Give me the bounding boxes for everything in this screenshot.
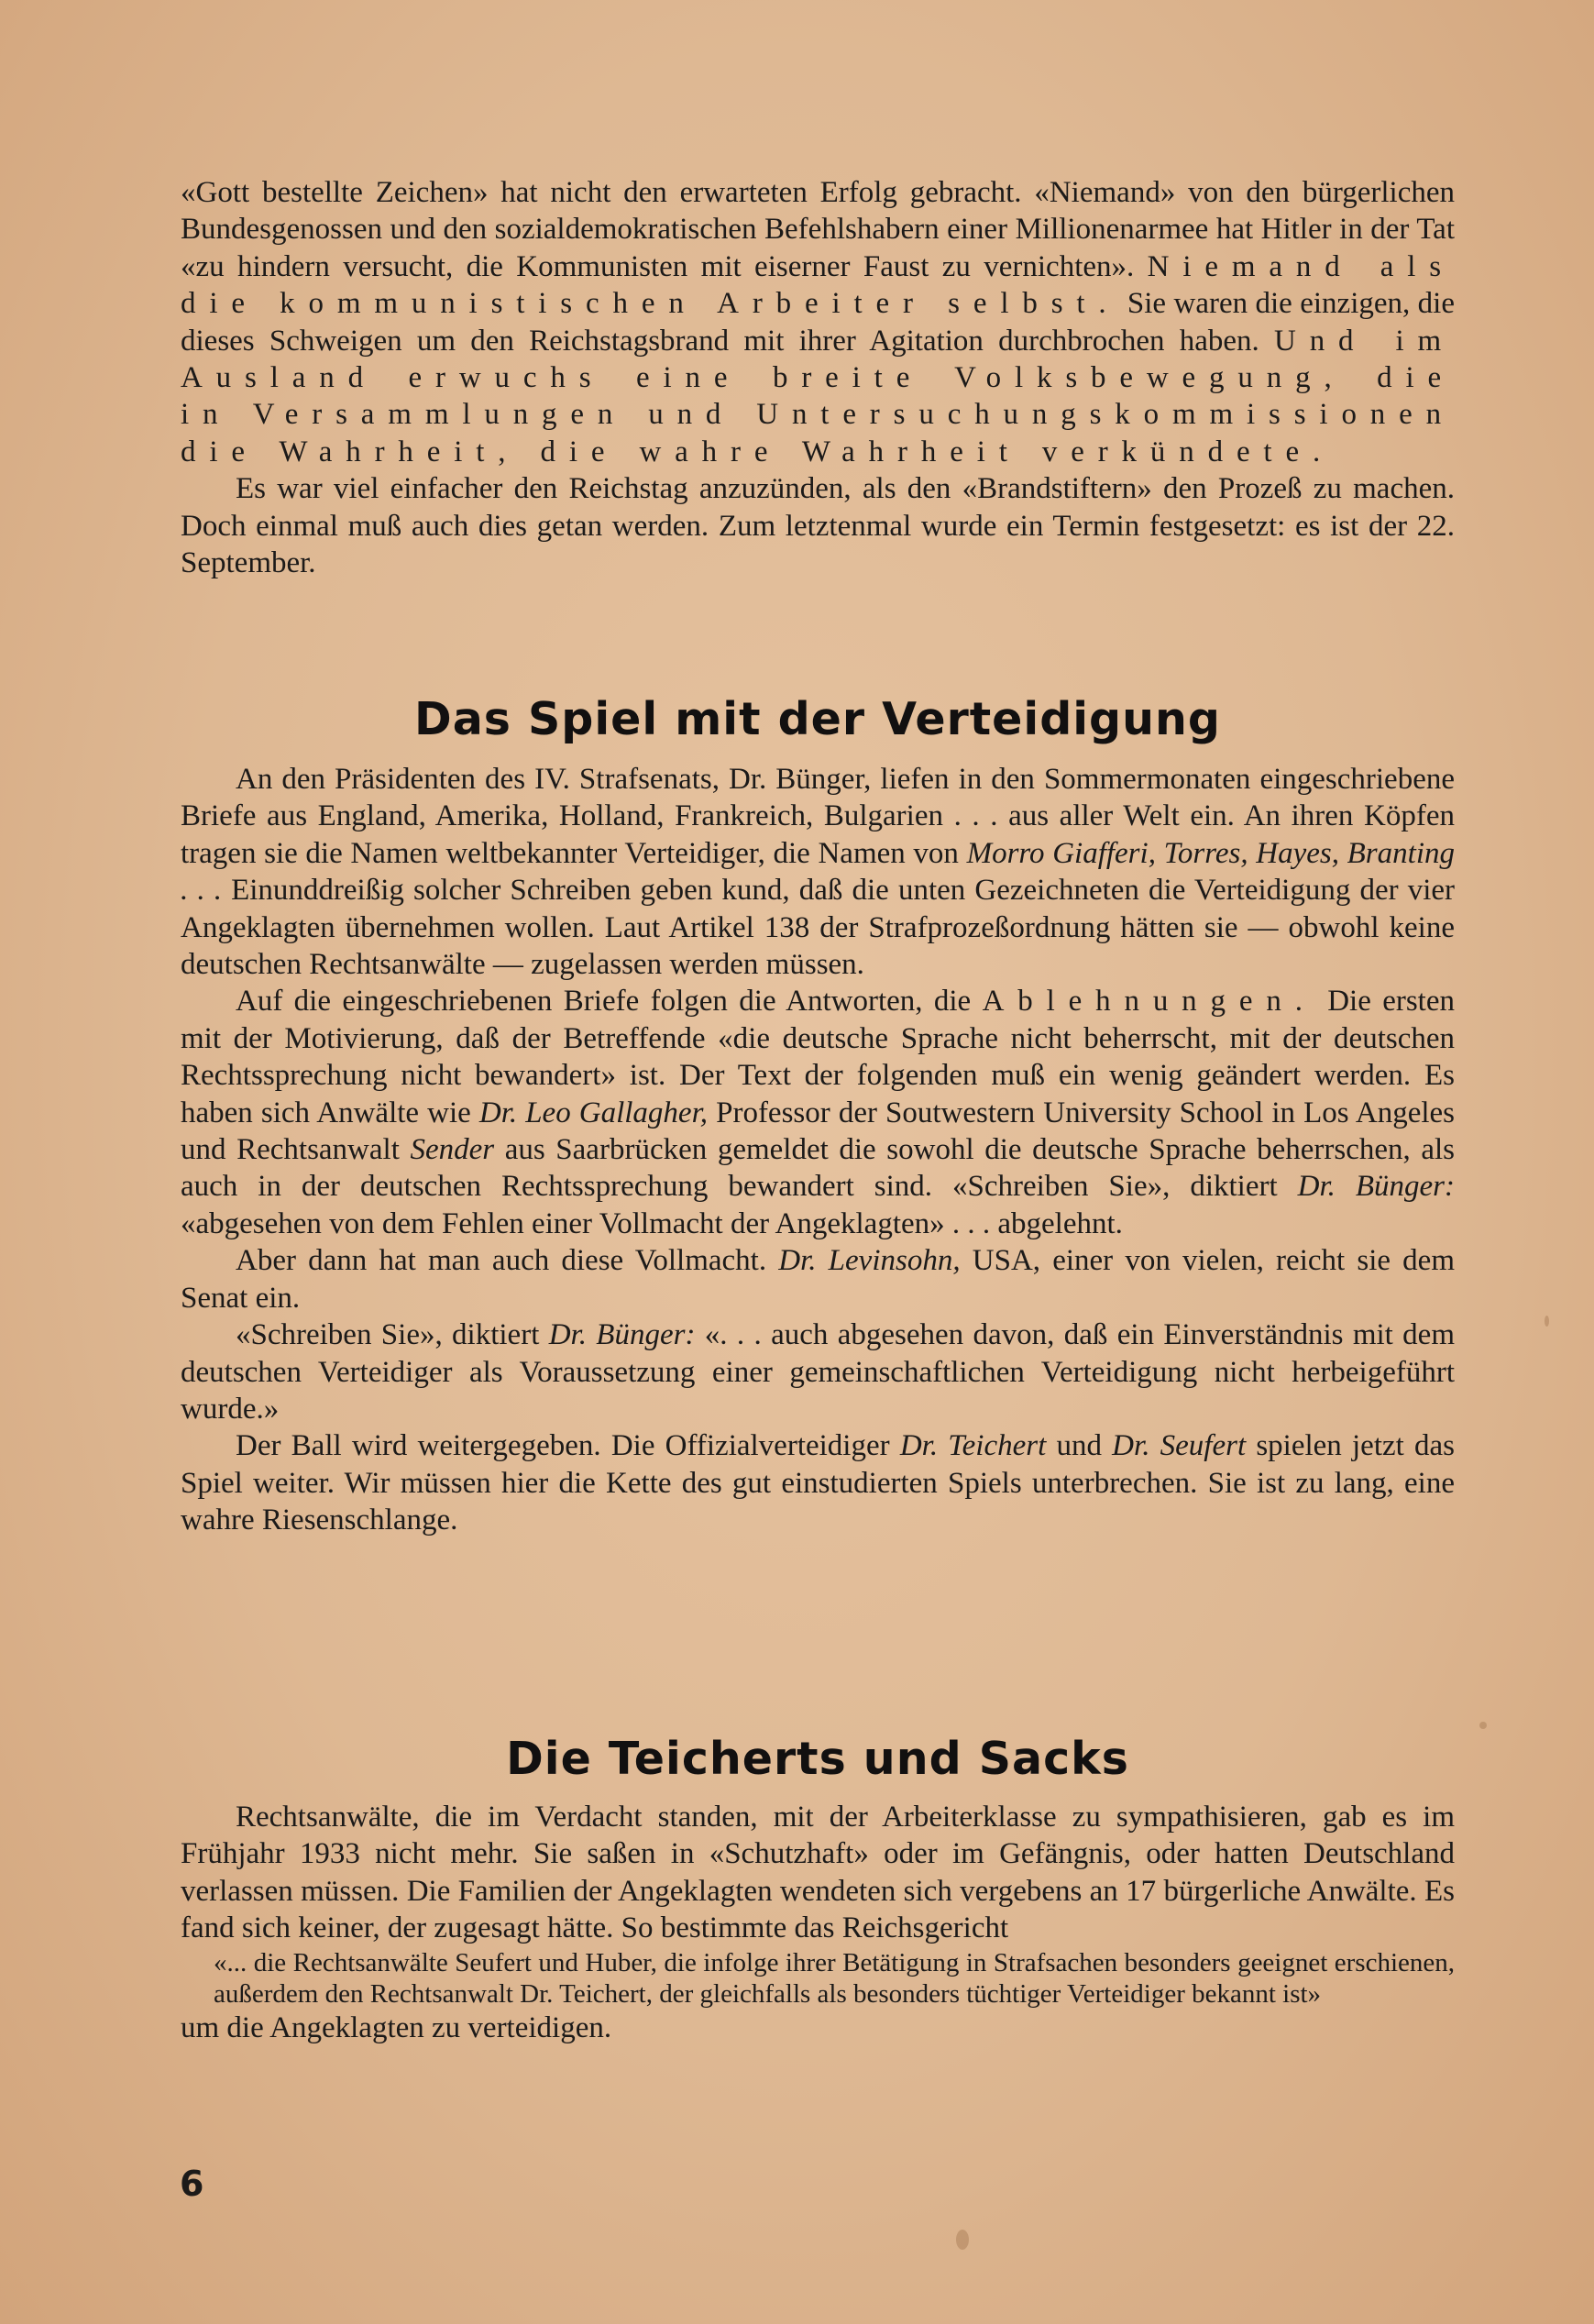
defense-section <box>181 761 1455 1539</box>
italic-name: Dr. Bünger: <box>548 1318 696 1352</box>
section-heading: Die Teicherts und Sacks <box>506 1733 1129 1785</box>
paragraph <box>181 1242 1455 1316</box>
paragraph: Es war viel einfacher den Reichstag anzuzünden, als den «Brandstiftern» den Prozeß zu machen. Doch einmal muß auch dies getan werden. Zum letztenmal wurde ein Termin festgesetzt: es ist der 22. September. <box>181 472 1455 580</box>
paragraph <box>181 1316 1455 1427</box>
page-number: 6 <box>180 2164 204 2204</box>
text-run: und <box>1046 1429 1113 1463</box>
italic-name: Sender <box>410 1133 495 1167</box>
lawyers-section <box>181 1799 1455 2046</box>
text-run: «. . . auch abgesehen davon, daß ein Einverständnis mit dem deutschen Verteidiger als Voraussetzung einer gemeinschaftlichen Verteidigung nicht herbeigeführt wurde.» <box>181 1318 1455 1426</box>
text-run: aus Saarbrücken gemeldet die sowohl die deutsche Sprache beherrschen, als auch in der deutschen Rechtssprechung bewandert sind. «Schreiben Sie», diktiert <box>181 1133 1455 1204</box>
text-run: Der Ball wird weitergegeben. Die Offizialverteidiger <box>236 1429 900 1463</box>
text-run: Professor der Soutwestern University School in Los Angeles und Rechtsanwalt <box>181 1096 1455 1167</box>
text-run: «Gott bestellte Zeichen» hat nicht den erwarteten Erfolg gebracht. «Niemand» von den bürgerlichen Bundesgenossen und den sozialdemokratischen Befehlshabern einer Millionenarmee hat Hitler in der Tat «zu hindern versucht, die Kommunisten mit eiserner Faust zu vernichten». <box>181 176 1455 283</box>
text-run: Einunddreißig solcher Schreiben geben kund, daß die unten Gezeichneten die Verteidigung der vier Angeklagten übernehmen wollen. Laut Artikel 138 der Strafprozeßordnung hätten sie — obwohl keine deutschen Rechtsanwälte — zugelassen werden müssen. <box>181 874 1455 982</box>
paragraph <box>181 174 1455 470</box>
intro-section <box>181 174 1455 581</box>
italic-name: Dr. Teichert <box>899 1429 1047 1463</box>
italic-name: Dr. Seufert <box>1112 1429 1247 1463</box>
paragraph: um die Angeklagten zu verteidigen. <box>181 2010 612 2044</box>
text-run: «abgesehen von dem Fehlen einer Vollmacht der Angeklagten» . . . abgelehnt. <box>181 1206 1123 1240</box>
stain <box>1479 1722 1487 1729</box>
text-run: Sie waren die einzigen, die dieses Schweigen um den Reichstagsbrand mit ihrer Agitation durchbrochen haben. <box>181 287 1455 358</box>
stain <box>1545 1316 1549 1327</box>
text-run: Aber dann hat man auch diese Vollmacht. <box>236 1244 779 1278</box>
text-run: Die ersten mit der Motivierung, daß der Betreffende «die deutsche Sprache nicht beherrscht, mit der deutschen Rechtssprechung nicht bewandert» ist. Der Text der folgenden muß ein wenig geändert werden. Es haben sich Anwälte wie <box>181 985 1456 1129</box>
spaced-emphasis: Ablehnungen. <box>982 985 1316 1019</box>
italic-names: Morro Giafferi, Torres, Hayes, Branting . . . <box>181 836 1455 908</box>
text-run: «Schreiben Sie», diktiert <box>236 1318 549 1352</box>
stain <box>956 2230 969 2250</box>
text-run: USA, einer von vielen, reicht sie dem Senat ein. <box>181 1244 1455 1315</box>
spaced-emphasis: Und im Ausland erwuchs eine breite Volksbewegung, die in Versammlungen und Untersuchungskommissionen die Wahrheit, die wahre Wahrheit verkündete. <box>181 324 1455 468</box>
text-run: An den Präsidenten des IV. Strafsenats, Dr. Bünger, liefen in den Sommermonaten eingeschriebene Briefe aus England, Amerika, Holland, Frankreich, Bulgarien . . . aus aller Welt ein. An ihren Köpfen tragen sie die Namen weltbekannter Verteidiger, die Namen von <box>181 763 1455 870</box>
italic-name: Dr. Levinsohn, <box>778 1244 961 1278</box>
section-heading: Das Spiel mit der Verteidigung <box>414 693 1221 745</box>
paragraph: Rechtsanwälte, die im Verdacht standen, mit der Arbeiterklasse zu sympathisieren, gab es im Frühjahr 1933 nicht mehr. Sie saßen in «Schutzhaft» oder im Gefängnis, oder hatten Deutschland verlassen müssen. Die Familien der Angeklagten wendeten sich vergebens an 17 bürgerliche Anwälte. Es fand sich keiner, der zugesagt hätte. So bestimmte das Reichsgericht <box>181 1801 1455 1945</box>
text-run: Auf die eingeschriebenen Briefe folgen die Antworten, die <box>236 985 983 1019</box>
italic-name: Dr. Bünger: <box>1297 1170 1455 1204</box>
block-quote: «... die Rechtsanwälte Seufert und Huber, die infolge ihrer Betätigung in Strafsachen besonders geeignet erschienen, außerdem den Rechtsanwalt Dr. Teichert, der gleichfalls als besonders tüchtiger Verteidiger bekannt ist» <box>214 1947 1455 2009</box>
paragraph <box>181 761 1455 983</box>
italic-name: Dr. Leo Gallagher, <box>478 1096 709 1129</box>
paragraph <box>181 983 1455 1242</box>
paragraph <box>181 1427 1455 1538</box>
spaced-emphasis: Niemand als die kommunistischen Arbeiter selbst. <box>181 249 1455 321</box>
text-run: spielen jetzt das Spiel weiter. Wir müssen hier die Kette des gut einstudierten Spiels unterbrechen. Sie ist zu lang, eine wahre Riesenschlange. <box>181 1429 1456 1537</box>
